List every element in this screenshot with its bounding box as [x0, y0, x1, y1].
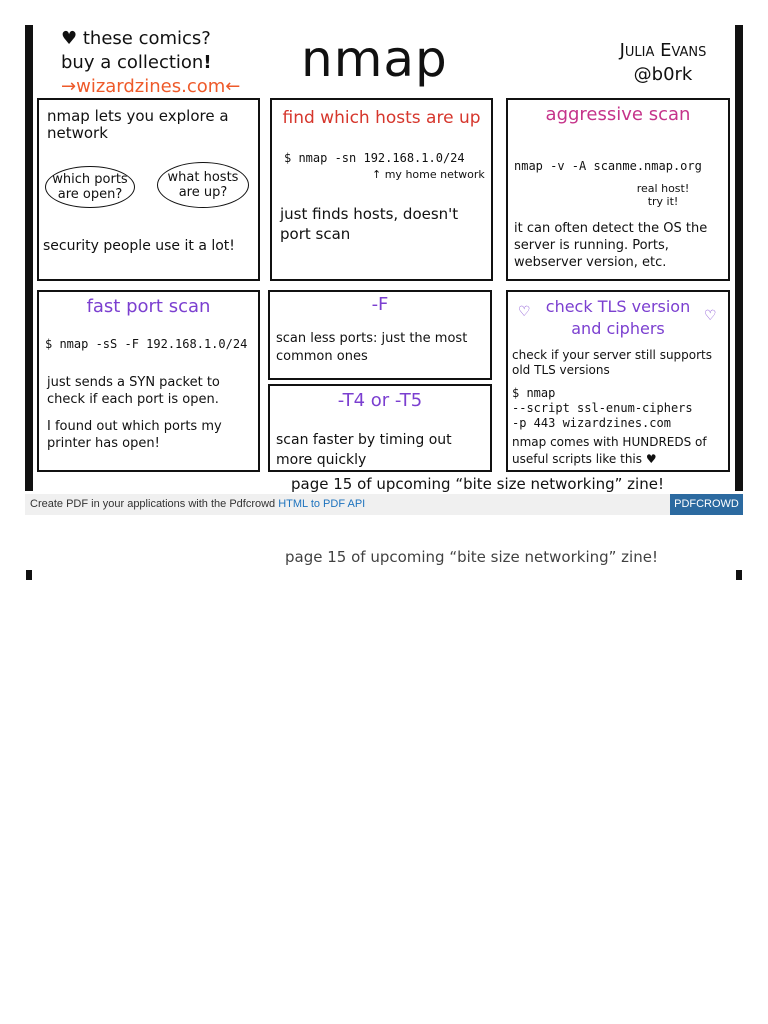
flag-f-text: scan less ports: just the most common ones	[276, 331, 468, 364]
comic-page	[25, 25, 743, 491]
promo-line-1: ♥ these comics?	[61, 28, 211, 49]
panel-flag-f	[268, 290, 492, 380]
bubble-which-ports: which ports are open?	[45, 166, 135, 208]
aggressive-text: it can often detect the OS the server is running. Ports, webserver version, etc.	[514, 221, 708, 270]
fast-scan-command: $ nmap -sS -F 192.168.1.0/24	[45, 337, 248, 351]
tls-text: check if your server still supports old TLS versions	[512, 348, 713, 377]
pdfcrowd-badge[interactable]: PDFCROWD	[670, 494, 743, 515]
author-block	[598, 39, 728, 87]
fast-scan-text-2: I found out which ports my printer has open!	[47, 419, 222, 451]
find-hosts-command: $ nmap -sn 192.168.1.0/24	[284, 151, 465, 165]
flag-t-text: scan faster by timing out more quickly	[276, 432, 452, 468]
bubble-what-hosts: what hosts are up?	[157, 162, 249, 208]
panel-aggressive	[506, 98, 730, 281]
html-to-pdf-link[interactable]: HTML to PDF API	[278, 498, 366, 510]
panel-find-hosts	[270, 98, 493, 281]
promo-line-2: buy a collection!	[61, 52, 212, 73]
heart-icon: ♥	[645, 452, 657, 466]
panel-flag-t	[268, 384, 492, 472]
panel-intro	[37, 98, 260, 281]
tls-cmd-2: --script ssl-enum-ciphers	[512, 401, 693, 415]
cutoff-caption-text: page 15 of upcoming “bite size networking” zine!	[285, 548, 658, 566]
flag-f-title: -F	[371, 294, 389, 315]
tls-footer: nmap comes with HUNDREDS of useful scripts like this ♥	[512, 435, 707, 466]
pdf-footer-bar	[25, 494, 743, 515]
promo-link[interactable]: →wizardzines.com←	[61, 76, 241, 97]
cutoff-caption	[285, 548, 725, 568]
tls-cmd-1: $ nmap	[512, 386, 556, 400]
heart-outline-icon: ♡	[518, 304, 531, 320]
heart-icon: ♥	[61, 28, 78, 49]
panel-fast-scan	[37, 290, 260, 472]
panel-tls	[506, 290, 730, 472]
promo-block	[61, 27, 271, 99]
page-title: nmap	[301, 30, 448, 88]
aggressive-annotation: real host! try it!	[636, 182, 690, 208]
pdf-footer-text: Create PDF in your applications with the Pdfcrowd HTML to PDF API	[30, 498, 366, 510]
find-hosts-title: find which hosts are up	[282, 108, 481, 128]
aggressive-title: aggressive scan	[545, 104, 691, 125]
intro-text: nmap lets you explore a network	[47, 107, 229, 142]
tls-cmd-3: -p 443 wizardzines.com	[512, 416, 671, 430]
heart-outline-icon: ♡	[704, 308, 717, 324]
page-edge-right	[736, 570, 742, 580]
intro-footer: security people use it a lot!	[43, 238, 235, 254]
fast-scan-title: fast port scan	[86, 296, 211, 317]
bottom-caption: page 15 of upcoming “bite size networking” zine!	[291, 475, 664, 493]
page-edge-left	[26, 570, 32, 580]
comic-paper	[33, 25, 735, 491]
author-name: Julia Evans	[619, 40, 707, 61]
aggressive-command: nmap -v -A scanme.nmap.org	[514, 159, 702, 173]
flag-t-title: -T4 or -T5	[337, 390, 423, 411]
find-hosts-annotation: ↑ my home network	[372, 168, 485, 181]
tls-title: check TLS version and ciphers	[545, 297, 691, 338]
author-handle: @b0rk	[633, 64, 693, 85]
find-hosts-text: just finds hosts, doesn't port scan	[280, 205, 459, 243]
fast-scan-text-1: just sends a SYN packet to check if each port is open.	[47, 375, 220, 407]
